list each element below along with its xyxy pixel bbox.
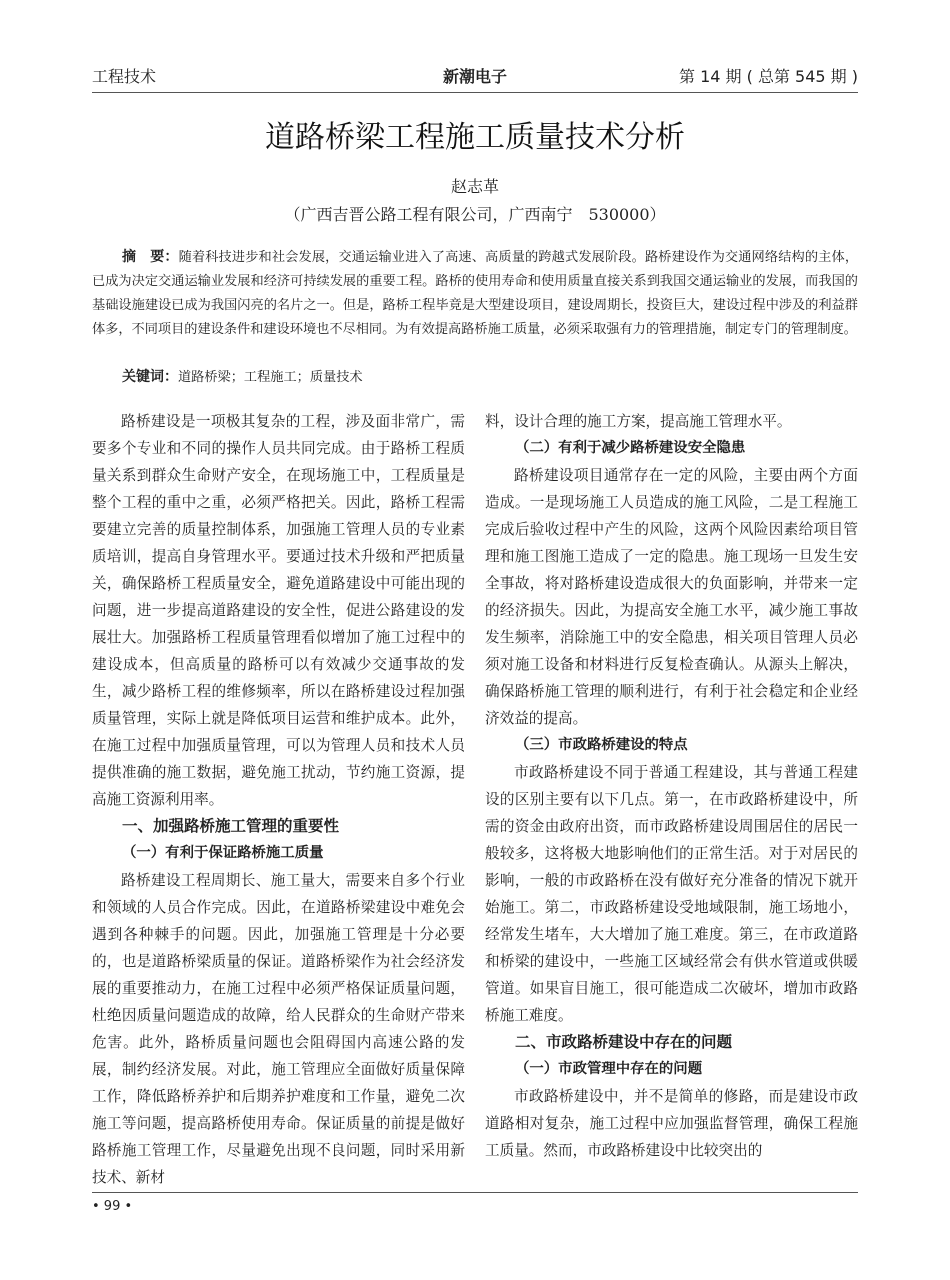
- subsection-heading-1-1: （一）有利于保证路桥施工质量: [122, 845, 324, 861]
- abstract-label: 摘 要：: [122, 249, 179, 265]
- paragraph-continued: 料，设计合理的施工方案，提高施工管理水平。: [485, 413, 792, 430]
- keywords-text: 道路桥梁；工程施工；质量技术: [178, 370, 363, 385]
- paragraph-1-3: 市政路桥建设不同于普通工程建设，其与普通工程建设的区别主要有以下几点。第一，在市政路桥建设中，所需的资金由政府出资，而市政路桥建设周围居住的居民一般较多，这将极大地影响他们的正常生活。对于对居民的影响，一般的市政路桥在没有做好充分准备的情况下就开始施工。第二，市政路桥建设受地域限制，施工场地小，经常发生堵车，大大增加了施工难度。第三，在市政道路和桥梁的建设中，一些施工区域经常会有供水管道或供暖管道。如果盲目施工，很可能造成二次破坏，增加市政路桥施工难度。: [485, 764, 858, 1024]
- subsection-heading-2-1: （一）市政管理中存在的问题: [515, 1061, 703, 1077]
- header-journal-name: 新潮电子: [442, 67, 507, 86]
- section-heading-2: 二、市政路桥建设中存在的问题: [515, 1033, 733, 1051]
- header-rule: [92, 92, 858, 93]
- header-issue: 第 14 期 ( 总第 545 期 ): [679, 67, 858, 86]
- right-column: [485, 408, 858, 1164]
- intro-paragraph: 路桥建设是一项极其复杂的工程，涉及面非常广，需要多个专业和不同的操作人员共同完成。由于路桥工程质量关系到群众生命财产安全，在现场施工中，工程质量是整个工程的重中之重，必须严格把关。因此，路桥工程需要建立完善的质量控制体系，加强施工管理人员的专业素质培训，提高自身管理水平。要通过技术升级和严把质量关，确保路桥工程质量安全，避免道路建设中可能出现的问题，进一步提高道路建设的安全性，促进公路建设的发展壮大。加强路桥工程质量管理看似增加了施工过程中的建设成本，但高质量的路桥可以有效减少交通事故的发生，减少路桥工程的维修频率，所以在路桥建设过程加强质量管理，实际上就是降低项目运营和维护成本。此外，在施工过程中加强质量管理，可以为管理人员和技术人员提供准确的施工数据，避免施工扰动，节约施工资源，提高施工资源利用率。: [92, 413, 465, 808]
- page-number: • 99 •: [92, 1199, 133, 1214]
- paragraph-1-1: 路桥建设工程周期长、施工量大，需要来自多个行业和领域的人员合作完成。因此，在道路桥梁建设中难免会遇到各种棘手的问题。因此，加强施工管理是十分必要的，也是道路桥梁质量的保证。道路桥梁作为社会经济发展的重要推动力，在施工过程中必须严格保证质量问题，杜绝因质量问题造成的故障，给人民群众的生命财产带来危害。此外，路桥质量问题也会阻碍国内高速公路的发展，制约经济发展。对此，施工管理应全面做好质量保障工作，降低路桥养护和后期养护难度和工作量，避免二次施工等问题，提高路桥使用寿命。保证质量的前提是做好路桥施工管理工作，尽量避免出现不良问题，同时采用新技术、新材: [92, 872, 465, 1186]
- abstract: [92, 245, 858, 342]
- keywords-label: 关键词：: [122, 369, 178, 385]
- paragraph-2-1: 市政路桥建设中，并不是简单的修路，而是建设市政道路相对复杂，施工过程中应加强监督管理，确保工程施工质量。然而，市政路桥建设中比较突出的: [485, 1088, 858, 1159]
- footer-rule: [92, 1192, 858, 1193]
- article-author: 赵志革: [450, 177, 499, 196]
- keywords: [122, 365, 858, 390]
- article-affiliation: （广西吉晋公路工程有限公司，广西南宁 530000）: [284, 205, 666, 224]
- left-column: [92, 408, 465, 1191]
- subsection-heading-1-2: （二）有利于减少路桥建设安全隐患: [515, 440, 746, 456]
- header-section: 工程技术: [92, 67, 157, 86]
- running-header: [92, 64, 858, 90]
- section-heading-1: 一、加强路桥施工管理的重要性: [122, 817, 340, 835]
- article-title: 道路桥梁工程施工质量技术分析: [265, 120, 685, 155]
- paragraph-1-2: 路桥建设项目通常存在一定的风险，主要由两个方面造成。一是现场施工人员造成的施工风险，二是工程施工完成后验收过程中产生的风险，这两个风险因素给项目管理和施工图施工造成了一定的隐患。施工现场一旦发生安全事故，将对路桥建设造成很大的负面影响，并带来一定的经济损失。因此，为提高安全施工水平，减少施工事故发生频率，消除施工中的安全隐患，相关项目管理人员必须对施工设备和材料进行反复检查确认。从源头上解决，确保路桥施工管理的顺利进行，有利于社会稳定和企业经济效益的提高。: [485, 467, 858, 727]
- abstract-text: 随着科技进步和社会发展，交通运输业进入了高速、高质量的跨越式发展阶段。路桥建设作为交通网络结构的主体，已成为决定交通运输业发展和经济可持续发展的重要工程。路桥的使用寿命和使用质量直接关系到我国交通运输业的发展，而我国的基础设施建设已成为我国闪亮的名片之一。但是，路桥工程毕竟是大型建设项目，建设周期长，投资巨大，建设过程中涉及的利益群体多，不同项目的建设条件和建设环境也不尽相同。为有效提高路桥施工质量，必须采取强有力的管理措施，制定专门的管理制度。: [92, 250, 859, 337]
- subsection-heading-1-3: （三）市政路桥建设的特点: [515, 737, 688, 753]
